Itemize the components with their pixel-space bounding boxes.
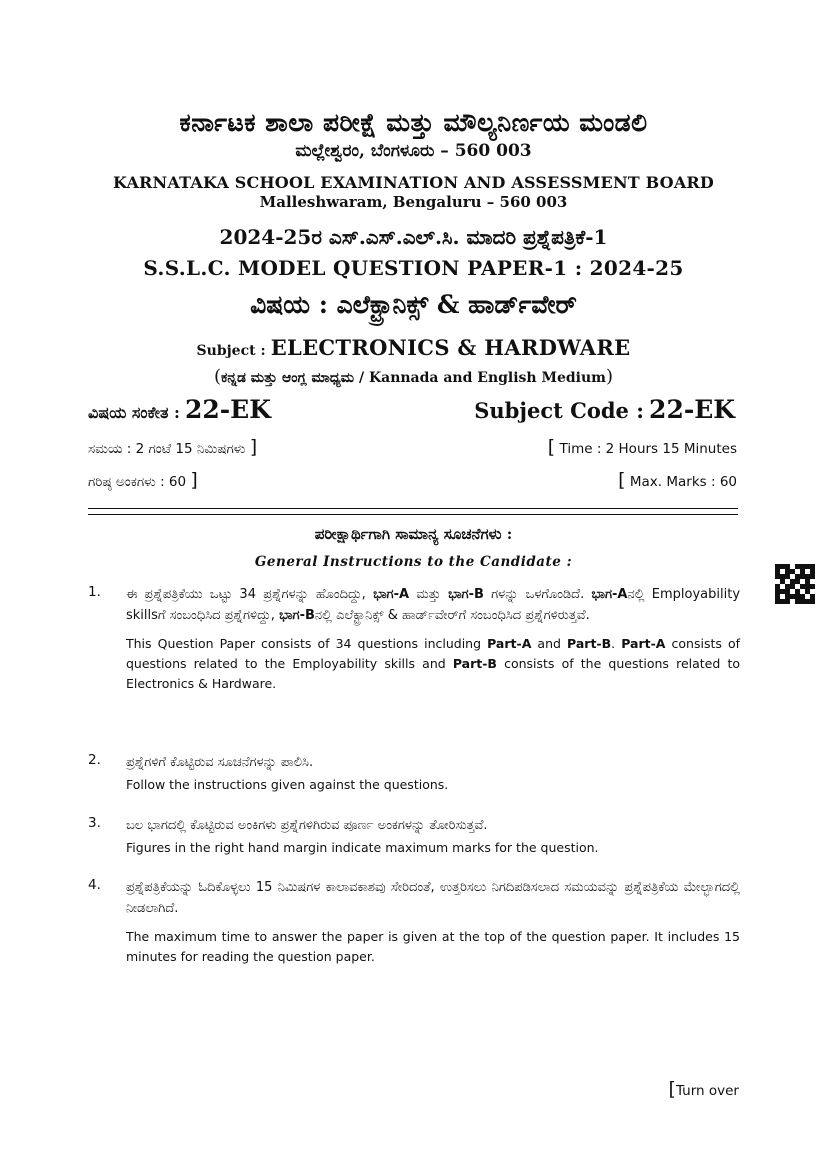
instruction-kannada: ಬಲ ಭಾಗದಲ್ಲಿ ಕೊಟ್ಟಿರುವ ಅಂಕಿಗಳು ಪ್ರಶ್ನೆಗಳಿಗಿರುವ ಪೂರ್ಣ ಅಂಕಗಳನ್ನು ತೋರಿಸುತ್ತವೆ. bbox=[126, 818, 488, 833]
subject-english bbox=[0, 335, 827, 360]
subject-label-kannada: ವಿಷಯ : bbox=[250, 290, 328, 319]
board-name-english: KARNATAKA SCHOOL EXAMINATION AND ASSESSMENT BOARD bbox=[112, 173, 715, 192]
marks-kannada-bracket: ] bbox=[190, 469, 198, 491]
time-kannada-bracket: ] bbox=[249, 436, 258, 458]
divider-bottom bbox=[88, 514, 738, 515]
time-english-text: Time : 2 Hours 15 Minutes bbox=[559, 441, 737, 457]
instruction-number: 2. bbox=[88, 752, 101, 768]
instructions-heading-kannada: ಪರೀಕ್ಷಾರ್ಥಿಗಾಗಿ ಸಾಮಾನ್ಯ ಸೂಚನೆಗಳು : bbox=[314, 525, 513, 543]
instruction-number: 1. bbox=[88, 584, 101, 600]
subject-code-value-kannada: 22-EK bbox=[185, 395, 271, 424]
subject-value-kannada: ಎಲೆಕ್ಟ್ರಾನಿಕ್ಸ್ & ಹಾರ್ಡ್‌ವೇರ್ bbox=[336, 290, 577, 319]
time-english bbox=[548, 436, 737, 458]
instruction-kannada: ಪ್ರಶ್ನೆಪತ್ರಿಕೆಯನ್ನು ಓದಿಕೊಳ್ಳಲು 15 ನಿಮಿಷಗಳ ಕಾಲಾವಕಾಶವು ಸೇರಿದಂತೆ, ಉತ್ತರಿಸಲು ನಿಗದಿಪಡಿಸಲಾದ ಸಮಯವನ್ನು ಪ್ರಶ್ನೆಪತ್ರಿಕೆಯ ಮೇಲ್ಭಾಗದಲ್ಲಿ ನೀಡಲಾಗಿದೆ. bbox=[126, 880, 740, 916]
instruction-english: The maximum time to answer the paper is given at the top of the question paper. It includes 15 minutes for reading the question paper. bbox=[126, 929, 740, 964]
time-kannada bbox=[88, 436, 257, 458]
marks-english-bracket: [ bbox=[618, 469, 626, 491]
turn-over-note bbox=[669, 1078, 739, 1100]
instruction-english: This Question Paper consists of 34 questions including Part-A and Part-B. Part-A consists of questions related to the Employability skills and Part-B consists of the questions related to Electronics & Hardware. bbox=[126, 636, 740, 691]
marks-kannada bbox=[88, 469, 198, 491]
instruction-number: 4. bbox=[88, 877, 101, 893]
board-address-english: Malleshwaram, Bengaluru – 560 003 bbox=[259, 193, 568, 211]
marks-english bbox=[618, 469, 737, 491]
board-name-kannada: ಕರ್ನಾಟಕ ಶಾಲಾ ಪರೀಕ್ಷೆ ಮತ್ತು ಮೌಲ್ಯನಿರ್ಣಯ ಮಂಡಲಿ bbox=[179, 108, 648, 137]
instruction-english: Follow the instructions given against the questions. bbox=[126, 777, 449, 792]
subject-value-english: ELECTRONICS & HARDWARE bbox=[270, 335, 631, 360]
medium-line bbox=[0, 366, 827, 387]
subject-code-english bbox=[474, 395, 735, 424]
instruction-kannada: ಪ್ರಶ್ನೆಗಳಿಗೆ ಕೊಟ್ಟಿರುವ ಸೂಚನೆಗಳನ್ನು ಪಾಲಿಸಿ. bbox=[126, 755, 314, 770]
medium-close-paren: ) bbox=[606, 366, 614, 387]
instruction-english: Figures in the right hand margin indicate maximum marks for the question. bbox=[126, 840, 599, 855]
subject-code-kannada bbox=[88, 395, 271, 424]
paper-title-kannada: 2024-25ರ ಎಸ್.ಎಸ್.ಎಲ್.ಸಿ. ಮಾದರಿ ಪ್ರಶ್ನೆಪತ್ರಿಕೆ-1 bbox=[219, 225, 608, 249]
subject-code-label-kannada: ವಿಷಯ ಸಂಕೇತ : bbox=[88, 403, 180, 422]
marks-kannada-text: ಗರಿಷ್ಠ ಅಂಕಗಳು : 60 bbox=[88, 474, 187, 490]
time-kannada-text: ಸಮಯ : 2 ಗಂಟೆ 15 ನಿಮಿಷಗಳು bbox=[88, 441, 246, 457]
subject-code-label-english: Subject Code : bbox=[474, 398, 644, 423]
time-english-bracket: [ bbox=[547, 436, 556, 458]
instruction-number: 3. bbox=[88, 815, 101, 831]
marks-english-text: Max. Marks : 60 bbox=[629, 474, 737, 490]
instructions-heading-english: General Instructions to the Candidate : bbox=[254, 554, 573, 570]
board-address-kannada: ಮಲ್ಲೇಶ್ವರಂ, ಬೆಂಗಳೂರು – 560 003 bbox=[295, 141, 532, 161]
medium-open-paren: ( bbox=[213, 366, 221, 387]
turn-over-text: Turn over bbox=[675, 1083, 739, 1099]
subject-code-value-english: 22-EK bbox=[649, 395, 735, 424]
instruction-kannada: ಈ ಪ್ರಶ್ನೆಪತ್ರಿಕೆಯು ಒಟ್ಟು 34 ಪ್ರಶ್ನೆಗಳನ್ನು ಹೊಂದಿದ್ದು, ಭಾಗ-A ಮತ್ತು ಭಾಗ-B ಗಳನ್ನು ಒಳಗೊಂಡಿದೆ. ಭಾಗ-Aನಲ್ಲಿ Employability skillsಗೆ ಸಂಬಂಧಿಸಿದ ಪ್ರಶ್ನೆಗಳಿದ್ದು, ಭಾಗ-Bನಲ್ಲಿ ಎಲೆಕ್ಟ್ರಾನಿಕ್ಸ್ & ಹಾರ್ಡ್‌ವೇರ್‌ಗೆ ಸಂಬಂಧಿಸಿದ ಪ್ರಶ್ನೆಗಳಿರುತ್ತವೆ. bbox=[126, 587, 741, 623]
subject-label-english: Subject : bbox=[196, 343, 266, 359]
turn-over-bracket: [ bbox=[668, 1078, 676, 1100]
subject-kannada bbox=[0, 290, 827, 320]
qr-code-icon bbox=[775, 564, 815, 604]
paper-title-english: S.S.L.C. MODEL QUESTION PAPER-1 : 2024-25 bbox=[143, 256, 684, 280]
medium-text: ಕನ್ನಡ ಮತ್ತು ಆಂಗ್ಲ ಮಾಧ್ಯಮ / Kannada and English Medium bbox=[220, 370, 606, 386]
divider-top bbox=[88, 508, 738, 509]
